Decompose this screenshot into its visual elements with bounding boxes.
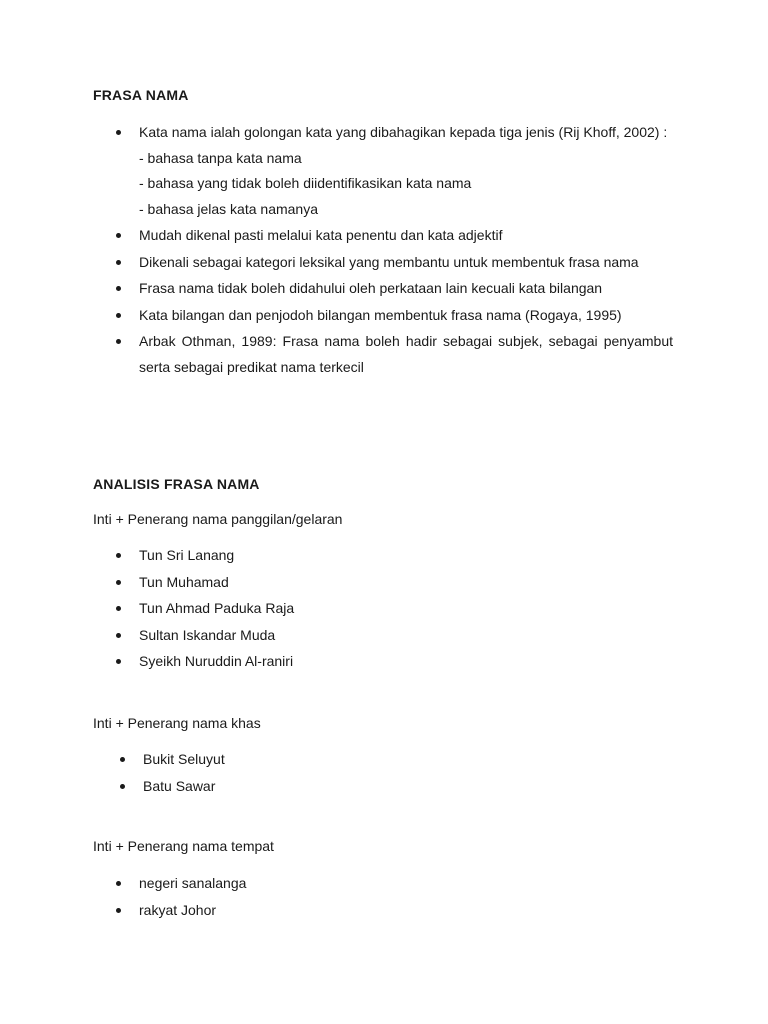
list-item: Batu Sawar <box>0 774 677 800</box>
list-item <box>0 120 673 222</box>
list-item: Bukit Seluyut <box>0 747 677 773</box>
sub-line: - bahasa tanpa kata nama <box>139 149 302 166</box>
list-item: Tun Muhamad <box>0 570 673 596</box>
list-item: Frasa nama tidak boleh didahului oleh perkataan lain kecuali kata bilangan <box>0 276 673 302</box>
list-item: Tun Ahmad Paduka Raja <box>0 596 673 622</box>
panggilan-list <box>0 543 673 676</box>
list-item: Arbak Othman, 1989: Frasa nama boleh hadir sebagai subjek, sebagai penyambut serta sebagai predikat nama terkecil <box>0 329 673 380</box>
list-item: negeri sanalanga <box>0 871 673 897</box>
group-title-khas: Inti + Penerang nama khas <box>93 715 261 731</box>
list-item: Kata bilangan dan penjodoh bilangan membentuk frasa nama (Rogaya, 1995) <box>0 303 673 329</box>
section-heading-frasa-nama: FRASA NAMA <box>93 87 189 103</box>
list-item: rakyat Johor <box>0 898 673 924</box>
list-item: Dikenali sebagai kategori leksikal yang membantu untuk membentuk frasa nama <box>0 250 673 276</box>
sub-line: - bahasa jelas kata namanya <box>139 200 318 217</box>
list-item: Mudah dikenal pasti melalui kata penentu dan kata adjektif <box>0 223 673 249</box>
group-title-tempat: Inti + Penerang nama tempat <box>93 838 274 854</box>
list-item: Syeikh Nuruddin Al-raniri <box>0 649 673 675</box>
section-heading-analisis: ANALISIS FRASA NAMA <box>93 476 260 492</box>
tempat-list <box>0 871 673 924</box>
group-title-panggilan: Inti + Penerang nama panggilan/gelaran <box>93 511 343 527</box>
sub-line: - bahasa yang tidak boleh diidentifikasikan kata nama <box>139 175 472 191</box>
list-item: Sultan Iskandar Muda <box>0 623 673 649</box>
khas-list <box>0 747 677 800</box>
frasa-nama-list <box>0 120 673 381</box>
list-item-text: Kata nama ialah golongan kata yang dibahagikan kepada tiga jenis (Rij Khoff, 2002) : <box>139 124 668 140</box>
list-item: Tun Sri Lanang <box>0 543 673 569</box>
